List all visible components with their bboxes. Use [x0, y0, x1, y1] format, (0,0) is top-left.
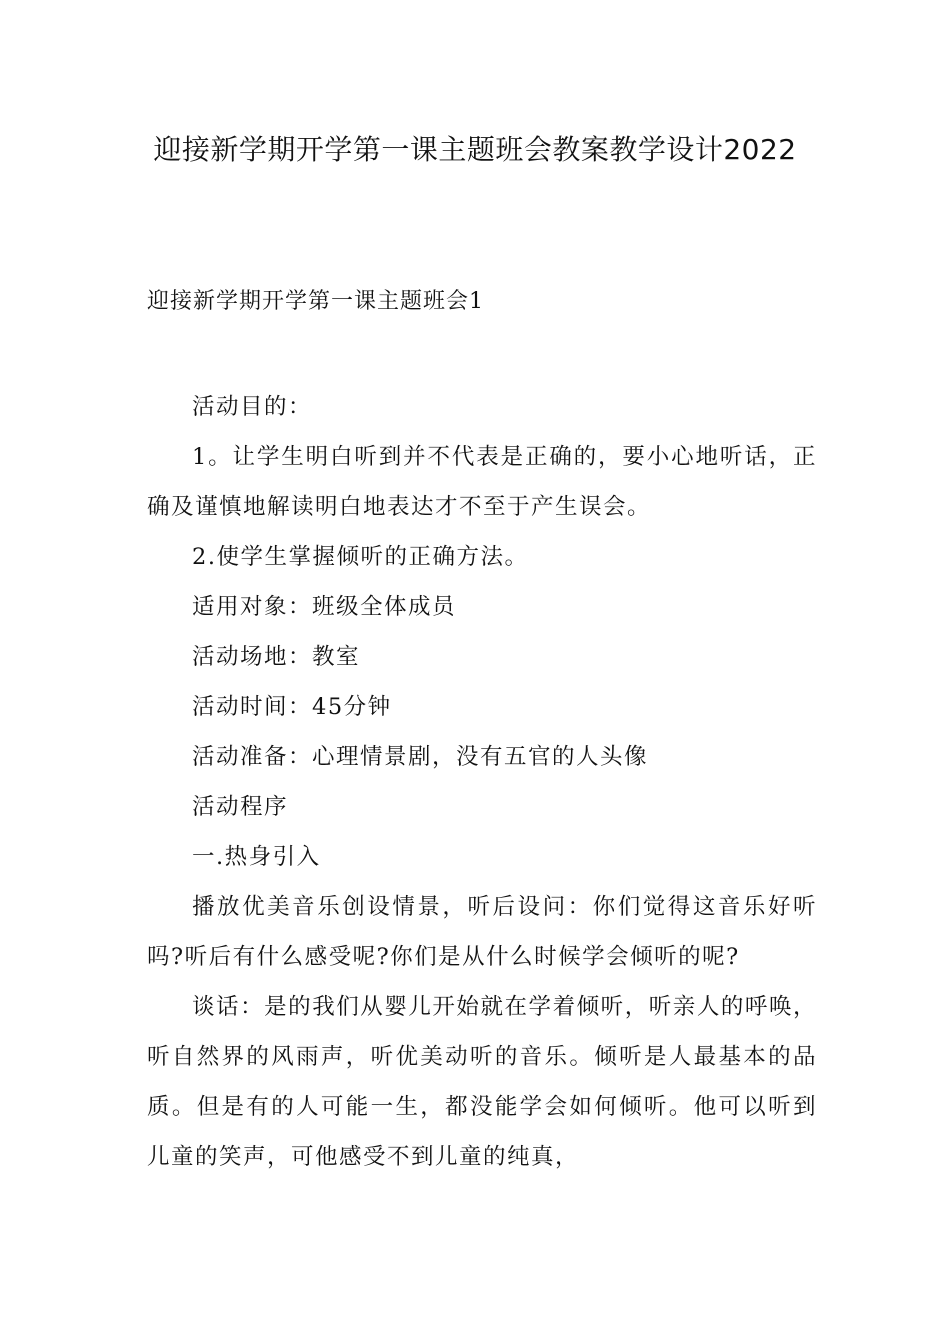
paragraph-preparation: 活动准备：心理情景剧，没有五官的人头像: [192, 744, 649, 770]
paragraph-target: 适用对象：班级全体成员: [192, 594, 457, 620]
paragraph-goal-2: 2.使学生掌握倾听的正确方法。: [192, 544, 529, 570]
paragraph-talk: 谈话：是的我们从婴儿开始就在学着倾听，听亲人的呼唤，听自然界的风雨声，听优美动听的音乐。倾听是人最基本的品质。但是有的人可能一生，都没能学会如何倾听。他可以听到儿童的笑声，可他感受不到儿童的纯真，: [147, 994, 817, 1170]
section-title: 迎接新学期开学第一课主题班会1: [147, 289, 484, 314]
paragraph-warmup-music: 播放优美音乐创设情景，听后设问：你们觉得这音乐好听吗?听后有什么感受呢?你们是从什么时候学会倾听的呢?: [147, 894, 817, 970]
paragraph-goal-1: 1。让学生明白听到并不代表是正确的，要小心地听话，正确及谨慎地解读明白地表达才不至于产生误会。: [147, 444, 817, 520]
document-title: 迎接新学期开学第一课主题班会教案教学设计2022: [153, 133, 797, 166]
paragraph-procedure: 活动程序: [192, 794, 289, 820]
document-body: [147, 382, 817, 1182]
paragraph-venue: 活动场地：教室: [192, 644, 361, 670]
paragraph-time: 活动时间：45分钟: [192, 694, 392, 720]
paragraph-warmup-heading: 一.热身引入: [192, 844, 321, 870]
paragraph-activity-goal: 活动目的：: [192, 394, 313, 420]
